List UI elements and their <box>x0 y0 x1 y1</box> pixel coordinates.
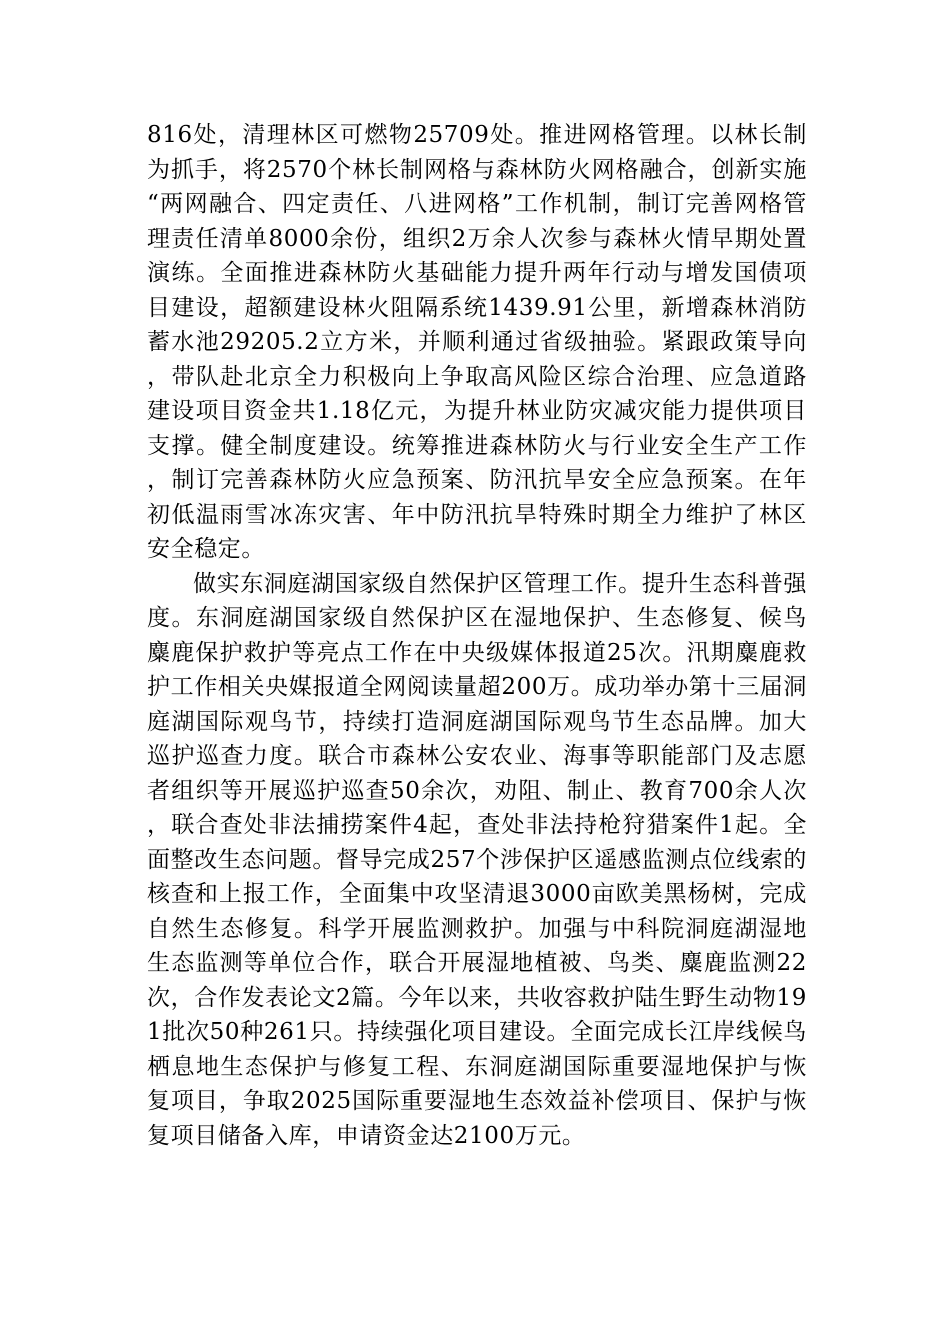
document-body <box>147 118 807 1153</box>
paragraph-forest-fire-prevention: 816处，清理林区可燃物25709处。推进网格管理。以林长制为抓手，将2570个林长制网格与森林防火网格融合，创新实施“两网融合、四定责任、八进网格”工作机制，制订完善网格管理责任清单8000余份，组织2万余人次参与森林火情早期处置演练。全面推进森林防火基础能力提升两年行动与增发国债项目建设，超额建设林火阻隔系统1439.91公里，新增森林消防蓄水池29205.2立方米，并顺利通过省级抽验。紧跟政策导向，带队赴北京全力积极向上争取高风险区综合治理、应急道路建设项目资金共1.18亿元，为提升林业防灾减灾能力提供项目支撑。健全制度建设。统筹推进森林防火与行业安全生产工作，制订完善森林防火应急预案、防汛抗旱安全应急预案。在年初低温雨雪冰冻灾害、年中防汛抗旱特殊时期全力维护了林区安全稳定。 <box>147 122 807 562</box>
paragraph-nature-reserve-management: 做实东洞庭湖国家级自然保护区管理工作。提升生态科普强度。东洞庭湖国家级自然保护区在湿地保护、生态修复、候鸟麋鹿保护救护等亮点工作在中央级媒体报道25次。汛期麋鹿救护工作相关央媒报道全网阅读量超200万。成功举办第十三届洞庭湖国际观鸟节，持续打造洞庭湖国际观鸟节生态品牌。加大巡护巡查力度。联合市森林公安农业、海事等职能部门及志愿者组织等开展巡护巡查50余次，劝阻、制止、教育700余人次，联合查处非法捕捞案件4起，查处非法持枪狩猎案件1起。全面整改生态问题。督导完成257个涉保护区遥感监测点位线索的核查和上报工作，全面集中攻坚清退3000亩欧美黑杨树，完成自然生态修复。科学开展监测救护。加强与中科院洞庭湖湿地生态监测等单位合作，联合开展湿地植被、鸟类、麋鹿监测22次，合作发表论文2篇。今年以来，共收容救护陆生野生动物191批次50种261只。持续强化项目建设。全面完成长江岸线候鸟栖息地生态保护与修复工程、东洞庭湖国际重要湿地保护与恢复项目，争取2025国际重要湿地生态效益补偿项目、保护与恢复项目储备入库，申请资金达2100万元。 <box>147 570 807 1149</box>
